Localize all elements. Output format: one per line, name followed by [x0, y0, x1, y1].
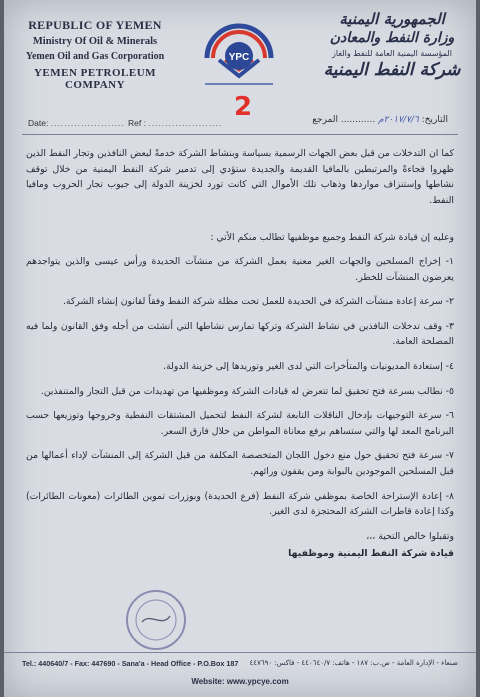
letterhead-en-line2: Ministry Of Oil & Minerals: [32, 36, 158, 47]
ar-date-value: ٢٠١٧/٧/٦م: [378, 115, 419, 125]
letterhead-en-line4: YEMEN PETROLEUM COMPANY: [33, 67, 157, 91]
footer-website: Website: www.ypcye.com: [191, 677, 289, 686]
demand-item: ١- إخراج المسلحين والجهات الغير معنية بعمل الشركة من منشآت الحديدة ورأس عيسى والذين يتواجدهم يعرضون المنشآت للخطر.: [26, 255, 454, 283]
demand-item: ٥- نطالب بسرعة فتح تحقيق لما تتعرض له قيادات الشركة وموظفيها من تهديدات من قبل التجار والمتنفذين.: [40, 385, 454, 397]
footer-contact-ar: صنعاء - الإدارة العامة - ص.ب: ١٨٧ - هاتف: ٤٤٠٦٤٠/٧ - فاكس: ٤٤٧٦٩٠: [249, 659, 458, 667]
ypc-logo: [199, 18, 279, 90]
handwritten-number: 2: [234, 92, 253, 122]
letter-footer: [4, 652, 476, 697]
logo-text: YPC: [228, 52, 250, 63]
letterhead-en-line3: Yemen Oil and Gas Corporation: [25, 51, 165, 62]
document-page: [4, 0, 476, 697]
signature-line: قيادة شركة النفط اليمنية وموظفيها: [288, 548, 454, 560]
date-ref-english: Date: ...................... Ref : ......................: [28, 118, 223, 128]
ar-date-label: التاريخ:: [421, 115, 448, 125]
intro-paragraph: كما ان التدخلات من قبل بعض الجهات الرسمية بسياسة وبنشاط الشركة خدمةً لبعض النافذين وتجار النفط الذين ظهروا فجاءةً والمرتبطين بالمافيا القديمة والجديدة ستؤدي إلى تدمير شركة النفط اليمنية من خلال توقف نشاطها وإستنزاف مواردها وذهاب تلك الأموال التي كانت تورد لخزينة الدولة إلى جيوب تجار الحروب ومافيا النفط.: [26, 148, 454, 206]
letterhead-ar-line3: المؤسسة اليمنية العامة للنفط والغاز: [332, 49, 452, 58]
date-ref-arabic: التاريخ: ٢٠١٧/٧/٦م ............ المرجع: [312, 115, 448, 125]
closing-line: وتقبلوا خالص التحية ،،،: [366, 530, 454, 542]
demand-item: ٤- إستعادة المديونيات والمتأخرات التي لدى الغير وتوريدها إلى خزينة الدولة.: [163, 360, 454, 372]
letter-body: [26, 146, 454, 562]
demand-item: ٦- سرعة التوجيهات بإدخال الناقلات التابعة لشركة النفط لتحميل المشتقات النفطية وخروجها وتوزيعها حسب البرنامج المعد لها والتي ستساهم برفع معاناة المواطن من خلال فارق السعر.: [26, 410, 454, 437]
demand-item: ٢- سرعة إعادة منشآت الشركة في الحديدة للعمل تحت مظلة شركة النفط وفقاً لقانون إنشاء الشركة.: [62, 296, 454, 308]
letterhead-ar-line1: الجمهورية اليمنية: [339, 10, 445, 28]
letterhead-en-line1: REPUBLIC OF YEMEN: [28, 18, 162, 32]
date-label: Date:: [28, 118, 49, 128]
footer-contact-en: Tel.: 440640/7 - Fax: 447690 - Sana'a - Head Office - P.O.Box 187: [22, 659, 239, 668]
letterhead-ar-line2: وزارة النفط والمعادن: [329, 30, 455, 46]
demands-lead: وعليه إن قيادة شركة النفط وجميع موظفيها تطالب منكم الأتي :: [210, 232, 454, 244]
demand-item: ٧- سرعة فتح تحقيق حول منع دخول اللجان المتخصصة المكلفة من قبل الشركة إلى المنشآت لإداء أعمالها من قبل المسلحين الموجودين بالبوابة ومن يقفون ورائهم.: [26, 450, 454, 477]
header-divider: [22, 134, 458, 135]
letterhead-english: [20, 18, 170, 91]
demand-item: ٣- وقف تدخلات النافذين في نشاط الشركة وتركها تمارس نشاطها التي أنشئت من أجله وفق القانون ولما فيه المصلحة العامة.: [26, 320, 454, 348]
ref-label: Ref :: [128, 118, 146, 128]
official-stamp: [124, 588, 188, 652]
letterhead-arabic: [322, 10, 462, 80]
demand-item: ٨- إعادة الإستراحة الخاصة بموظفي شركة النفط (فرع الحديدة) وبوزرات تموين الطائرات (معونات الطائرات) وكذا إعادة قاطرات الشركة المحتجزة لدى الغير.: [26, 490, 454, 518]
letterhead-ar-line4: شركة النفط اليمنية: [323, 60, 461, 80]
ar-ref-label: المرجع: [312, 115, 338, 125]
